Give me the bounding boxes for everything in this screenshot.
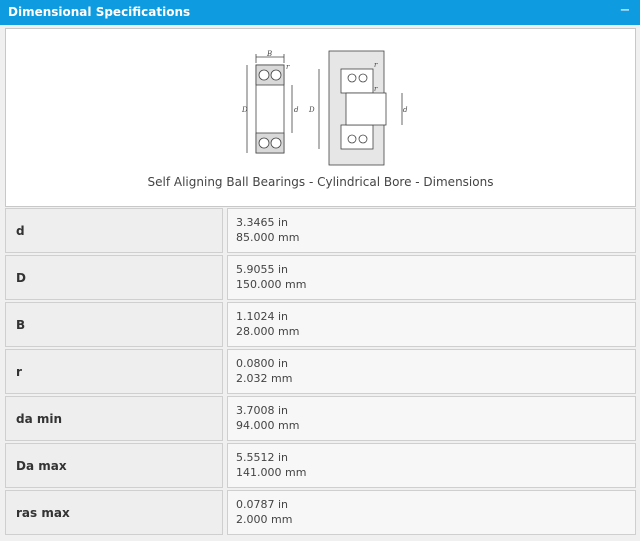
svg-text:r: r bbox=[374, 85, 378, 93]
spec-row-d bbox=[5, 208, 636, 253]
spec-value-mm: 2.000 mm bbox=[236, 513, 293, 526]
spec-label: D bbox=[16, 271, 26, 285]
spec-label-cell bbox=[5, 302, 223, 347]
spec-value-inch: 0.0800 in bbox=[236, 357, 289, 370]
spec-value-inch: 3.3465 in bbox=[236, 216, 289, 229]
spec-row-Da-max bbox=[5, 443, 636, 488]
spec-label-cell bbox=[5, 255, 223, 300]
spec-label: da min bbox=[16, 412, 63, 426]
spec-row-da-min bbox=[5, 396, 636, 441]
panel-title: Dimensional Specifications bbox=[8, 5, 191, 19]
spec-value-mm: 85.000 mm bbox=[236, 231, 300, 244]
spec-value-cell bbox=[227, 208, 636, 253]
spec-value-inch: 0.0787 in bbox=[236, 498, 289, 511]
spec-value-mm: 150.000 mm bbox=[236, 278, 307, 291]
spec-value-cell bbox=[227, 443, 636, 488]
spec-value-inch: 1.1024 in bbox=[236, 310, 289, 323]
svg-text:D: D bbox=[309, 106, 315, 114]
spec-value-mm: 141.000 mm bbox=[236, 466, 307, 479]
spec-label-cell bbox=[5, 490, 223, 535]
svg-text:r: r bbox=[286, 63, 290, 71]
spec-value-mm: 2.032 mm bbox=[236, 372, 293, 385]
svg-text:d: d bbox=[294, 106, 299, 114]
svg-text:d: d bbox=[403, 106, 408, 114]
panel-header[interactable] bbox=[0, 0, 640, 25]
spec-label: ras max bbox=[16, 506, 70, 520]
spec-value-cell bbox=[227, 349, 636, 394]
diagram-caption: Self Aligning Ball Bearings - Cylindrical Bore - Dimensions bbox=[147, 175, 494, 189]
spec-row-ras-max bbox=[5, 490, 636, 535]
spec-label: d bbox=[16, 224, 25, 238]
collapse-icon[interactable]: − bbox=[619, 3, 631, 18]
spec-label: r bbox=[16, 365, 22, 379]
svg-text:D: D bbox=[242, 106, 248, 114]
spec-label-cell bbox=[5, 208, 223, 253]
spec-row-r bbox=[5, 349, 636, 394]
spec-value-cell bbox=[227, 302, 636, 347]
spec-value-inch: 5.5512 in bbox=[236, 451, 289, 464]
spec-value-inch: 5.9055 in bbox=[236, 263, 289, 276]
spec-value-mm: 28.000 mm bbox=[236, 325, 300, 338]
spec-value-cell bbox=[227, 490, 636, 535]
spec-value-cell bbox=[227, 396, 636, 441]
bearing-diagram-box bbox=[5, 28, 636, 207]
spec-row-B bbox=[5, 302, 636, 347]
svg-text:B: B bbox=[267, 50, 273, 58]
svg-text:r: r bbox=[374, 61, 378, 69]
spec-value-mm: 94.000 mm bbox=[236, 419, 300, 432]
spec-value-inch: 3.7008 in bbox=[236, 404, 289, 417]
spec-label: Da max bbox=[16, 459, 67, 473]
bearing-cross-section-drawing bbox=[6, 29, 635, 169]
spec-label-cell bbox=[5, 349, 223, 394]
spec-label-cell bbox=[5, 443, 223, 488]
spec-row-D bbox=[5, 255, 636, 300]
spec-label: B bbox=[16, 318, 26, 332]
spec-label-cell bbox=[5, 396, 223, 441]
spec-value-cell bbox=[227, 255, 636, 300]
